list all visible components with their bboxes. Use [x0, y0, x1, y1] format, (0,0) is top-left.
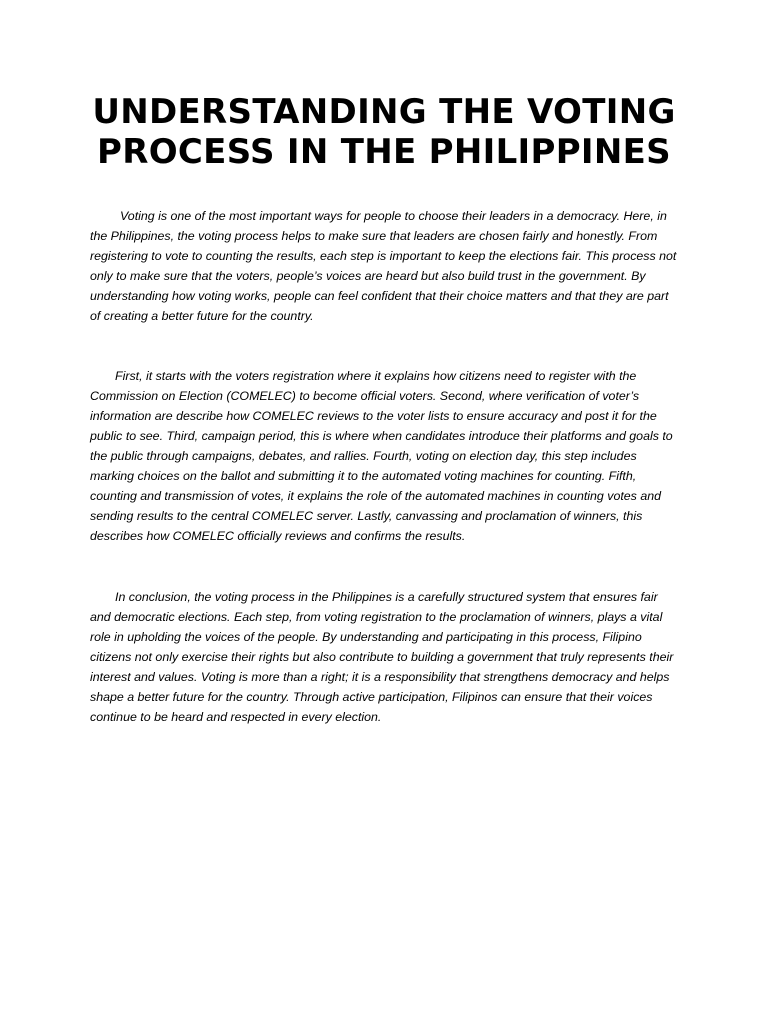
- paragraph-conclusion: In conclusion, the voting process in the Philippines is a carefully structured system that ensures fair and democratic elections. Each step, from voting registration to the proclamation of winners, plays a vital role in upholding the voices of the people. By understanding and participating in this process, Filipino citizens not only exercise their rights but also contribute to building a government that truly represents their interest and values. Voting is more than a right; it is a responsibility that strengthens democracy and helps shape a better future for the country. Through active participation, Filipinos can ensure that their voices continue to be heard and respected in every election.: [90, 590, 674, 724]
- paragraph-voting-steps: First, it starts with the voters registration where it explains how citizens need to register with the Commission on Election (COMELEC) to become official voters. Second, where verification of voter’s information are describe how COMELEC reviews to the voter lists to ensure accuracy and post it for the public to see. Third, campaign period, this is where when candidates introduce their platforms and goals to the public through campaigns, debates, and rallies. Fourth, voting on election day, this step includes marking choices on the ballot and submitting it to the automated voting machines for counting. Fifth, counting and transmission of votes, it explains the role of the automated machines in counting votes and sending results to the central COMELEC server. Lastly, canvassing and proclamation of winners, this describes how COMELEC officially reviews and confirms the results.: [90, 369, 673, 543]
- document-title: UNDERSTANDING THE VOTING PROCESS IN THE PHILIPPINES: [92, 92, 676, 172]
- paragraph-introduction: Voting is one of the most important ways for people to choose their leaders in a democracy. Here, in the Philippines, the voting process helps to make sure that leaders are chosen fairly and honestly. From registering to vote to counting the results, each step is important to keep the elections fair. This process not only to make sure that the voters, people’s voices are heard but also build trust in the government. By understanding how voting works, people can feel confident that their choice matters and that they are part of creating a better future for the country.: [90, 209, 677, 323]
